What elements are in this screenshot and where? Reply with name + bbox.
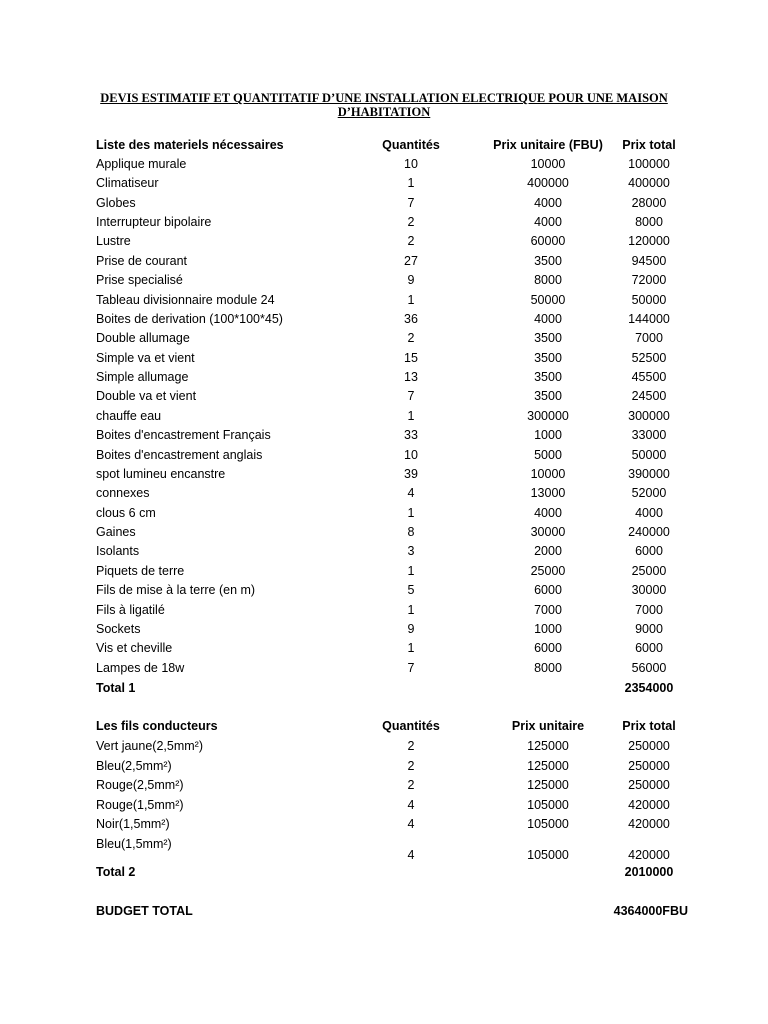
item-quantity: 1 — [407, 602, 415, 617]
header-total-price: Prix total — [622, 138, 676, 152]
item-unit-price: 1000 — [534, 621, 562, 636]
item-unit-price: 25000 — [530, 563, 566, 578]
wires-table-header — [0, 717, 768, 736]
item-quantity: 3 — [407, 544, 415, 559]
item-total-price: 24500 — [631, 389, 667, 404]
table-row — [0, 776, 768, 795]
table-row — [0, 174, 768, 193]
item-unit-price: 125000 — [527, 739, 569, 753]
table-row — [0, 232, 768, 251]
item-total-price: 52000 — [631, 486, 667, 501]
item-unit-price: 7000 — [534, 602, 562, 617]
table-row — [0, 815, 768, 834]
item-total-price: 400000 — [628, 176, 670, 191]
item-unit-price: 105000 — [527, 797, 569, 812]
table-row — [0, 465, 768, 484]
item-unit-price: 4000 — [534, 505, 562, 520]
item-total-price: 250000 — [628, 739, 670, 753]
table-row — [0, 213, 768, 232]
item-total-price: 420000 — [628, 817, 670, 831]
item-unit-price: 8000 — [534, 273, 562, 288]
item-quantity: 7 — [407, 389, 415, 404]
header-quantity: Quantités — [382, 138, 440, 152]
item-quantity: 1 — [407, 641, 415, 656]
total-2-label: Total 2 — [96, 865, 136, 879]
item-name: Double allumage — [96, 331, 190, 346]
item-unit-price: 3500 — [534, 370, 562, 385]
header-wires-unit-price: Prix unitaire — [511, 719, 585, 733]
table-row — [0, 194, 768, 213]
item-quantity: 4 — [407, 847, 415, 862]
document-title — [80, 91, 688, 119]
table-row — [0, 835, 768, 865]
item-name: Rouge(2,5mm²) — [96, 778, 184, 792]
item-name: Lustre — [96, 234, 131, 249]
item-unit-price: 3500 — [534, 350, 562, 365]
table-row — [0, 542, 768, 561]
item-total-price: 72000 — [631, 273, 667, 288]
item-unit-price: 300000 — [527, 408, 569, 423]
item-name: Piquets de terre — [96, 563, 185, 578]
total-1-row — [0, 679, 768, 698]
item-quantity: 2 — [407, 331, 415, 346]
item-unit-price: 6000 — [534, 641, 562, 656]
item-quantity: 4 — [407, 486, 415, 501]
item-total-price: 6000 — [635, 641, 663, 656]
item-name: Bleu(2,5mm²) — [96, 758, 172, 773]
item-total-price: 50000 — [631, 292, 667, 307]
item-quantity: 1 — [407, 408, 415, 423]
item-total-price: 6000 — [635, 544, 663, 559]
item-name: Simple va et vient — [96, 350, 195, 365]
item-unit-price: 6000 — [534, 583, 562, 598]
item-name: Tableau divisionnaire module 24 — [96, 292, 275, 307]
item-total-price: 100000 — [628, 157, 670, 171]
item-quantity: 33 — [404, 428, 418, 443]
item-quantity: 2 — [407, 758, 415, 773]
item-total-price: 120000 — [628, 234, 670, 249]
item-unit-price: 8000 — [534, 660, 562, 675]
item-quantity: 4 — [407, 797, 415, 812]
total-2-value: 2010000 — [624, 865, 674, 879]
table-row — [0, 601, 768, 620]
item-name: Globes — [96, 195, 136, 210]
item-name: Bleu(1,5mm²) — [96, 836, 172, 851]
table-row — [0, 504, 768, 523]
table-row — [0, 620, 768, 639]
total-1-value: 2354000 — [624, 681, 674, 695]
item-name: Interrupteur bipolaire — [96, 215, 212, 230]
table-row — [0, 446, 768, 465]
item-unit-price: 10000 — [530, 466, 566, 481]
item-total-price: 9000 — [635, 621, 663, 636]
item-total-price: 4000 — [635, 505, 663, 520]
header-wires: Les fils conducteurs — [96, 719, 218, 733]
table-row — [0, 291, 768, 310]
item-total-price: 7000 — [635, 331, 663, 346]
table-row — [0, 368, 768, 387]
header-unit-price: Prix unitaire (FBU) — [493, 138, 603, 152]
item-unit-price: 1000 — [534, 428, 562, 443]
total-2-row — [0, 863, 768, 882]
item-name: Prise de courant — [96, 253, 188, 268]
item-total-price: 240000 — [628, 525, 670, 540]
item-unit-price: 3500 — [534, 253, 562, 268]
budget-total-row — [0, 902, 768, 921]
item-total-price: 300000 — [628, 408, 670, 423]
item-name: Boites de derivation (100*100*45) — [96, 311, 283, 326]
item-unit-price: 125000 — [527, 778, 569, 792]
item-unit-price: 105000 — [527, 847, 569, 862]
item-total-price: 420000 — [628, 797, 670, 812]
item-total-price: 56000 — [631, 660, 667, 675]
item-name: connexes — [96, 486, 150, 501]
item-name: Noir(1,5mm²) — [96, 817, 170, 831]
item-unit-price: 4000 — [534, 195, 562, 210]
table-row — [0, 329, 768, 348]
table-row — [0, 349, 768, 368]
item-quantity: 4 — [407, 817, 415, 831]
item-total-price: 50000 — [631, 447, 667, 462]
item-name: Double va et vient — [96, 389, 197, 404]
item-quantity: 15 — [404, 350, 418, 365]
materials-table-header — [0, 136, 768, 155]
item-unit-price: 400000 — [527, 176, 569, 191]
table-row — [0, 271, 768, 290]
item-name: Fils de mise à la terre (en m) — [96, 583, 256, 598]
table-row — [0, 387, 768, 406]
item-total-price: 30000 — [631, 583, 667, 598]
item-unit-price: 2000 — [534, 544, 562, 559]
item-name: Boites d'encastrement Français — [96, 428, 271, 443]
item-total-price: 144000 — [628, 311, 670, 326]
item-unit-price: 4000 — [534, 311, 562, 326]
item-name: chauffe eau — [96, 408, 162, 423]
item-name: Vis et cheville — [96, 641, 173, 656]
item-name: Rouge(1,5mm²) — [96, 797, 184, 812]
item-total-price: 390000 — [628, 466, 670, 481]
table-row — [0, 523, 768, 542]
item-unit-price: 30000 — [530, 525, 566, 540]
item-unit-price: 3500 — [534, 331, 562, 346]
table-row — [0, 407, 768, 426]
title-line-2: D’HABITATION — [337, 105, 431, 119]
item-name: Applique murale — [96, 157, 187, 171]
item-unit-price: 5000 — [534, 447, 562, 462]
budget-total-label: BUDGET TOTAL — [96, 904, 193, 918]
total-1-label: Total 1 — [96, 681, 136, 695]
item-quantity: 10 — [404, 447, 418, 462]
item-total-price: 7000 — [635, 602, 663, 617]
table-row — [0, 155, 768, 174]
item-total-price: 420000 — [628, 847, 670, 862]
table-row — [0, 659, 768, 678]
item-name: Climatiseur — [96, 176, 159, 191]
table-row — [0, 562, 768, 581]
header-materials: Liste des materiels nécessaires — [96, 138, 284, 152]
table-row — [0, 484, 768, 503]
item-total-price: 28000 — [631, 195, 667, 210]
item-unit-price: 4000 — [534, 215, 562, 230]
item-total-price: 33000 — [631, 428, 667, 443]
item-quantity: 7 — [407, 195, 415, 210]
table-row — [0, 639, 768, 658]
table-row — [0, 426, 768, 445]
item-name: Vert jaune(2,5mm²) — [96, 739, 203, 753]
item-quantity: 9 — [407, 621, 415, 636]
item-unit-price: 105000 — [527, 817, 569, 831]
item-quantity: 5 — [407, 583, 415, 598]
item-unit-price: 60000 — [530, 234, 566, 249]
item-name: Simple allumage — [96, 370, 189, 385]
item-unit-price: 10000 — [530, 157, 566, 171]
item-quantity: 7 — [407, 660, 415, 675]
item-name: clous 6 cm — [96, 505, 156, 520]
item-quantity: 39 — [404, 466, 418, 481]
item-quantity: 13 — [404, 370, 418, 385]
item-quantity: 2 — [407, 739, 415, 753]
item-total-price: 25000 — [631, 563, 667, 578]
item-total-price: 45500 — [631, 370, 667, 385]
item-unit-price: 125000 — [527, 758, 569, 773]
header-wires-quantity: Quantités — [382, 719, 440, 733]
item-name: spot lumineu encanstre — [96, 466, 226, 481]
item-quantity: 36 — [404, 311, 418, 326]
item-quantity: 8 — [407, 525, 415, 540]
item-quantity: 10 — [404, 157, 418, 171]
item-quantity: 27 — [404, 253, 418, 268]
item-quantity: 2 — [407, 234, 415, 249]
item-quantity: 9 — [407, 273, 415, 288]
table-row — [0, 581, 768, 600]
item-quantity: 1 — [407, 505, 415, 520]
item-quantity: 1 — [407, 292, 415, 307]
item-total-price: 52500 — [631, 350, 667, 365]
table-row — [0, 796, 768, 815]
item-name: Gaines — [96, 525, 136, 540]
title-line-1: DEVIS ESTIMATIF ET QUANTITATIF D’UNE INSTALLATION ELECTRIQUE POUR UNE MAISON — [100, 91, 668, 105]
item-name: Boites d'encastrement anglais — [96, 447, 263, 462]
item-unit-price: 3500 — [534, 389, 562, 404]
item-quantity: 1 — [407, 563, 415, 578]
item-quantity: 1 — [407, 176, 415, 191]
table-row — [0, 252, 768, 271]
item-total-price: 250000 — [628, 758, 670, 773]
item-name: Isolants — [96, 544, 140, 559]
item-unit-price: 13000 — [530, 486, 566, 501]
item-name: Sockets — [96, 621, 141, 636]
budget-total-value: 4364000FBU — [613, 904, 688, 918]
header-wires-total-price: Prix total — [622, 719, 676, 733]
table-row — [0, 310, 768, 329]
item-total-price: 94500 — [631, 253, 667, 268]
item-name: Fils à ligatilé — [96, 602, 165, 617]
item-name: Prise specialisé — [96, 273, 183, 288]
item-total-price: 250000 — [628, 778, 670, 792]
item-unit-price: 50000 — [530, 292, 566, 307]
item-total-price: 8000 — [635, 215, 663, 230]
item-name: Lampes de 18w — [96, 660, 185, 675]
table-row — [0, 737, 768, 756]
item-quantity: 2 — [407, 215, 415, 230]
item-quantity: 2 — [407, 778, 415, 792]
table-row — [0, 757, 768, 776]
